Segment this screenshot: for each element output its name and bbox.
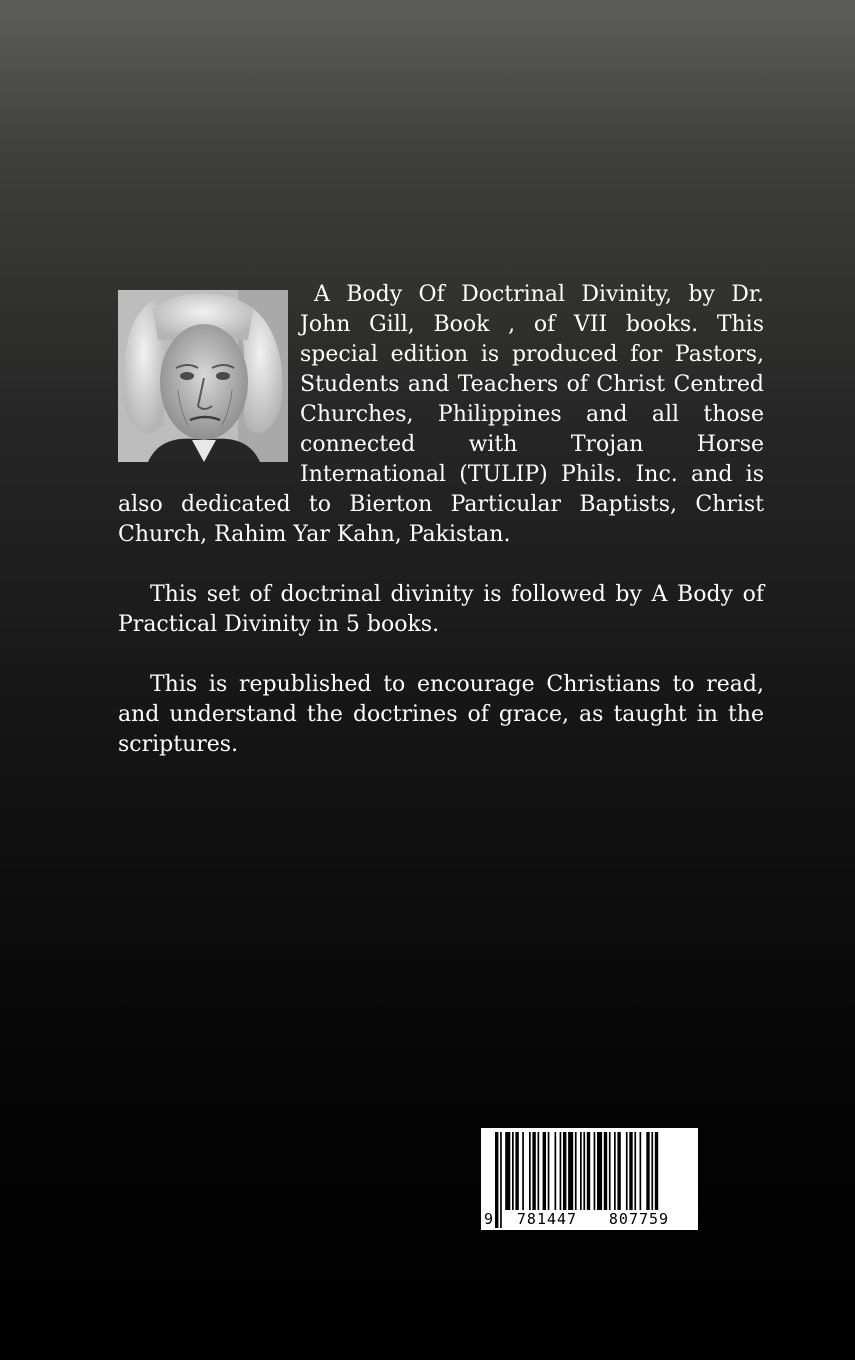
barcode-bar [568,1132,573,1210]
barcode-bar [651,1132,653,1210]
barcode-digits [481,1208,698,1230]
barcode-bar [515,1132,518,1210]
barcode-bar [634,1132,636,1210]
blurb-paragraph-3: This is republished to encourage Christians to read, and understand the doctrines of grace, as taught in the scriptures. [118,672,764,757]
barcode-bar [587,1132,590,1210]
barcode-bar [626,1132,628,1210]
author-portrait [118,290,288,462]
barcode-bar [575,1132,577,1210]
barcode-bar [604,1132,607,1210]
barcode-bar [548,1132,550,1210]
barcode-bar [555,1132,557,1210]
barcode-left-digits: 781447 [505,1210,589,1228]
barcode-bar [522,1132,524,1210]
barcode-bar [532,1132,535,1210]
barcode-bar [563,1132,566,1210]
blurb-text-block [118,280,764,760]
barcode-bar [543,1132,546,1210]
author-portrait-engraving [118,290,288,462]
barcode-bar [609,1132,611,1210]
barcode-bar [512,1132,514,1210]
barcode-bar [646,1132,649,1210]
barcode-bar [617,1132,620,1210]
blurb-paragraph-2: This set of doctrinal divinity is followed by A Body of Practical Divinity in 5 books. [118,582,764,637]
barcode-bar [614,1132,616,1210]
barcode-right-digits: 807759 [597,1210,681,1228]
barcode-lead-digit: 9 [483,1210,495,1228]
barcode-bar [538,1132,540,1210]
barcode-bar [640,1132,642,1210]
isbn-barcode [481,1128,698,1230]
barcode-bar [597,1132,602,1210]
barcode-bar [560,1132,562,1210]
barcode-bar [505,1132,510,1210]
blurb-paragraph-1: A Body Of Doctrinal Divinity, by Dr. John Gill, Book , of VII books. This special edition is produced for Pastors, Students and Teachers of Christ Centred Churches, Philippines and all those connected with Trojan Horse International (TULIP) Phils. Inc. and is also dedicated to Bierton Particular Baptists, Christ Church, Rahim Yar Kahn, Pakistan. [118,282,764,547]
barcode-bar [529,1132,531,1210]
barcode-bar [594,1132,596,1210]
barcode-bar [629,1132,632,1210]
